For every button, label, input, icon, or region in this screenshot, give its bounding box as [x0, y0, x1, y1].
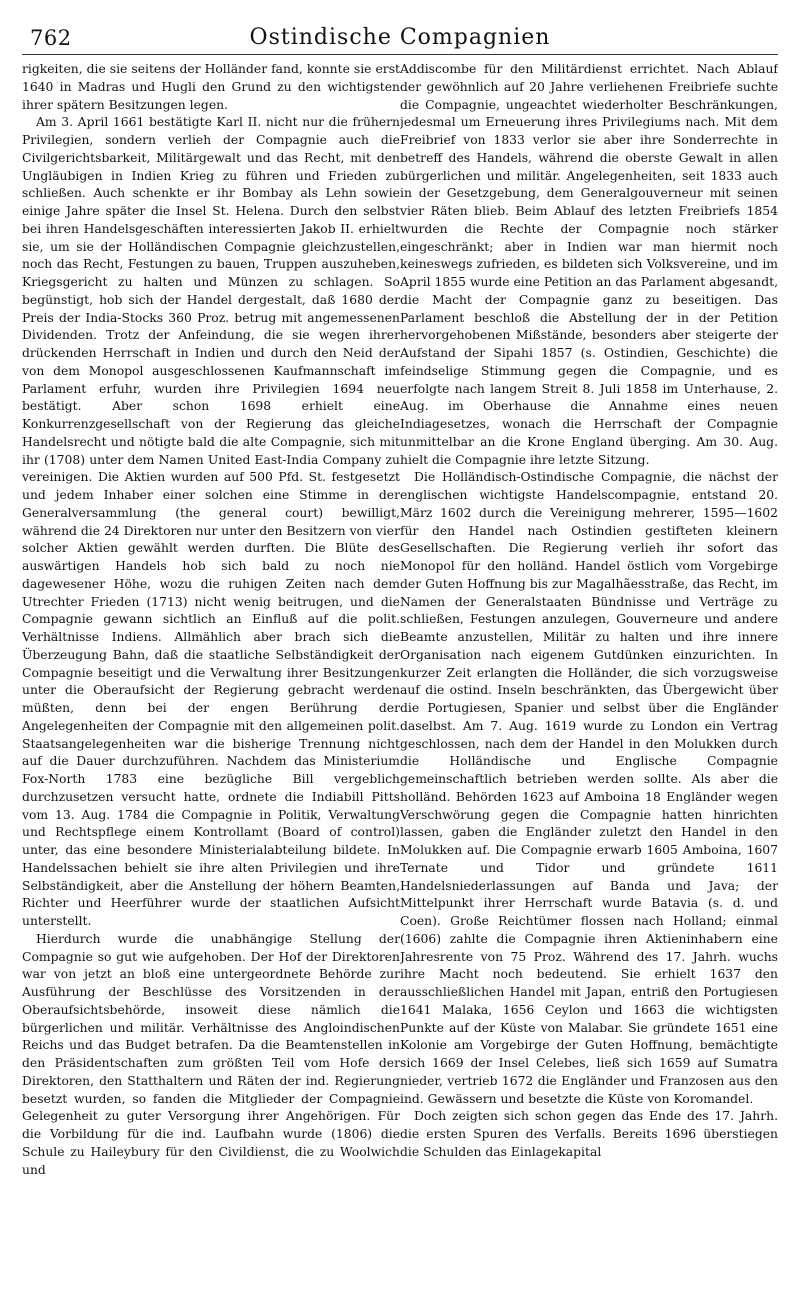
page-number: 762: [30, 26, 72, 50]
right-column: [400, 61, 778, 1296]
paragraph: rigkeiten, die sie seitens der Holländer fand, konnte sie erst 1640 in Madras und Hugli den Grund zu den wichtigsten ihrer spätern Besitzungen legen.: [22, 62, 400, 112]
paragraph: Doch zeigten sich schon gegen das Ende des 17. Jahrh. die ersten Spuren des Verfalls. Bereits 1696 überstiegen die Schulden das Einlagekapital: [400, 1109, 778, 1159]
paragraph: Addiscombe für den Militärdienst errichtet. Nach Ablauf der gewöhnlich auf 20 Jahre verliehenen Freibriefe suchte die Compagnie, ungeachtet wiederholter Beschränkungen, jedesmal um Erneuerung ihres Privilegiums nach. Mit dem Freibrief von 1833 verlor sie aber ihre Sonderrechte in betreff des Handels, während die oberste Gewalt in allen bürgerlichen und militär. Angelegenheiten, seit 1833 auch in der Gesetzgebung, dem Generalgouverneur mit seinen vier Räten blieb. Beim Ablauf des letzten Freibriefs 1854 wurden die Rechte der Compagnie noch stärker eingeschränkt; aber in Indien war man hiermit noch keineswegs zufrieden, es bildeten sich Volksvereine, und im April 1855 wurde eine Petition an das Parlament abgesandt, die Macht der Compagnie ganz zu beseitigen. Das Parlament beschloß die Abstellung der in der Petition hervorgehobenen Mißstände, besonders aber steigerte der Aufstand der Sipahi 1857 (s. Ostindien, Geschichte) die feindselige Stimmung gegen die Compagnie, und es erfolgte nach langem Streit 8. Juli 1858 im Unterhause, 2. Aug. im Oberhause die Annahme eines neuen Indiagesetzes, wonach die Herrschaft der Compagnie unmittelbar an die Krone England überging. Am 30. Aug. hielt die Compagnie ihre letzte Sitzung.: [400, 62, 778, 467]
running-title: Ostindische Compagnien: [249, 25, 551, 50]
text-columns: [22, 61, 778, 1296]
paragraph: Hierdurch wurde die unabhängige Stellung der Compagnie so gut wie aufgehoben. Der Hof der Direktoren war von jetzt an bloß eine untergeordnete Behörde zur Ausführung der Beschlüsse des Vorsitzenden in der Oberaufsichtsbehörde, insoweit diese nämlich die bürgerlichen und militär. Verhältnisse des Angloindischen Reichs und das Budget betrafen. Da die Beamtenstellen in den Präsidentschaften zum größten Teil vom Hofe der Direktoren, den Statthaltern und Räten der ind. Regierung besetzt wurden, so fanden die Mitglieder der Compagnie Gelegenheit zu guter Versorgung ihrer Angehörigen. Für die Vorbildung für die ind. Laufbahn wurde (1806) die Schule zu Haileybury für den Civildienst, die zu Woolwich und: [22, 931, 400, 1177]
page-header: [22, 22, 778, 55]
paragraph: Die Holländisch-Ostindische Compagnie, die nächst der englischen wichtigste Handelscompagnie, entstand 20. März 1602 durch die Vereinigung mehrerer, 1595—1602 für den Handel nach Ostindien gestifteten kleinern Gesellschaften. Die Regierung verlieh ihr sofort das Monopol für den holländ. Handel östlich vom Vorgebirge der Guten Hoffnung bis zur Magalhãesstraße, das Recht, im Namen der Generalstaaten Bündnisse und Verträge zu schließen, Festungen anzulegen, Gouverneure und andere Beamte anzustellen, Militär zu halten und ihre innere Organisation nach eigenem Gutdünken einzurichten. In kurzer Zeit erlangten die Holländer, die sich vorzugsweise auf die ostind. Inseln beschränkten, das Übergewicht über die Portugiesen, Spanier und selbst über die Engländer daselbst. Am 7. Aug. 1619 wurde zu London ein Vertrag geschlossen, nach dem der Handel in den Molukken durch die Holländische und Englische Compagnie gemeinschaftlich betrieben werden sollte. Als aber die holländ. Behörden 1623 auf Amboina 18 Engländer wegen Verschwörung gegen die Compagnie hatten hinrichten lassen, gaben die Engländer zuletzt den Handel in den Molukken auf. Die Compagnie erwarb 1605 Amboina, 1607 Ternate und Tidor und gründete 1611 Handelsniederlassungen auf Banda und Java; der Mittelpunkt ihrer Herrschaft wurde Batavia (s. d. und Coen). Große Reichtümer flossen nach Holland; einmal (1606) zahlte die Compagnie ihren Aktieninhabern eine Jahresrente von 75 Proz. Während des 17. Jahrh. wuchs ihre Macht noch bedeutend. Sie erhielt 1637 den ausschließlichen Handel mit Japan, entriß den Portugiesen 1641 Malaka, 1656 Ceylon und 1663 die wichtigsten Punkte auf der Küste von Malabar. Sie gründete 1651 eine Kolonie am Vorgebirge der Guten Hoffnung, bemächtigte sich 1669 der Insel Celebes, ließ sich 1659 auf Sumatra nieder, vertrieb 1672 die Engländer und Franzosen aus den ind. Gewässern und besetzte die Küste von Koromandel.: [400, 470, 778, 1106]
paragraph: Am 3. April 1661 bestätigte Karl II. nicht nur die frühern Privilegien, sondern verlieh der Compagnie auch die Civilgerichtsbarkeit, Militärgewalt und das Recht, mit den Ungläubigen in Indien Krieg zu führen und Frieden zu schließen. Auch schenkte er ihr Bombay als Lehn sowie einige Jahre später die Insel St. Helena. Durch den selbst bei ihren Handelsgeschäften interessierten Jakob II. erhielt sie, um sie der Holländischen Compagnie gleichzustellen, noch das Recht, Festungen zu bauen, Truppen auszuheben, Kriegsgericht zu halten und Münzen zu schlagen. So begünstigt, hob sich der Handel dergestalt, daß 1680 der Preis der India-Stocks 360 Proz. betrug mit angemessenen Dividenden. Trotz der Anfeindung, die sie wegen ihrer drückenden Herrschaft in Indien und durch den Neid der von dem Monopol ausgeschlossenen Kaufmannschaft im Parlament erfuhr, wurden ihre Privilegien 1694 neu bestätigt. Aber schon 1698 erhielt eine Konkurrenzgesellschaft von der Regierung das gleiche Handelsrecht und nötigte bald die alte Compagnie, sich mit ihr (1708) unter dem Namen United East-India Company zu vereinigen. Die Aktien wurden auf 500 Pfd. St. festgesetzt und jedem Inhaber einer solchen eine Stimme in der Generalversammlung (the general court) bewilligt, während die 24 Direktoren nur unter den Besitzern von vier solcher Aktien gewählt werden durften. Die Blüte des auswärtigen Handels hob sich bald zu noch nie dagewesener Höhe, wozu die ruhigen Zeiten nach dem Utrechter Frieden (1713) nicht wenig beitrugen, und die Compagnie gewann sichtlich an Einfluß auf die polit. Verhältnisse Indiens. Allmählich aber brach sich die Überzeugung Bahn, daß die staatliche Selbständigkeit der Compagnie beseitigt und die Verwaltung ihrer Besitzungen unter die Oberaufsicht der Regierung gebracht werden müßten, denn bei der engen Berührung der Angelegenheiten der Compagnie mit den allgemeinen polit. Staatsangelegenheiten war die bisherige Trennung nicht auf die Dauer durchzuführen. Nachdem das Ministerium Fox-North 1783 eine bezügliche Bill vergeblich durchzusetzen versucht hatte, ordnete die Indiabill Pitts vom 13. Aug. 1784 die Compagnie in Politik, Verwaltung und Rechtspflege einem Kontrollamt (Board of control) unter, das eine besondere Ministerialabteilung bildete. In Handelssachen behielt sie ihre alten Privilegien und ihre Selbständigkeit, aber die Anstellung der höhern Beamten, Richter und Heerführer wurde der staatlichen Aufsicht unterstellt.: [22, 115, 400, 928]
left-column: [22, 61, 400, 1296]
